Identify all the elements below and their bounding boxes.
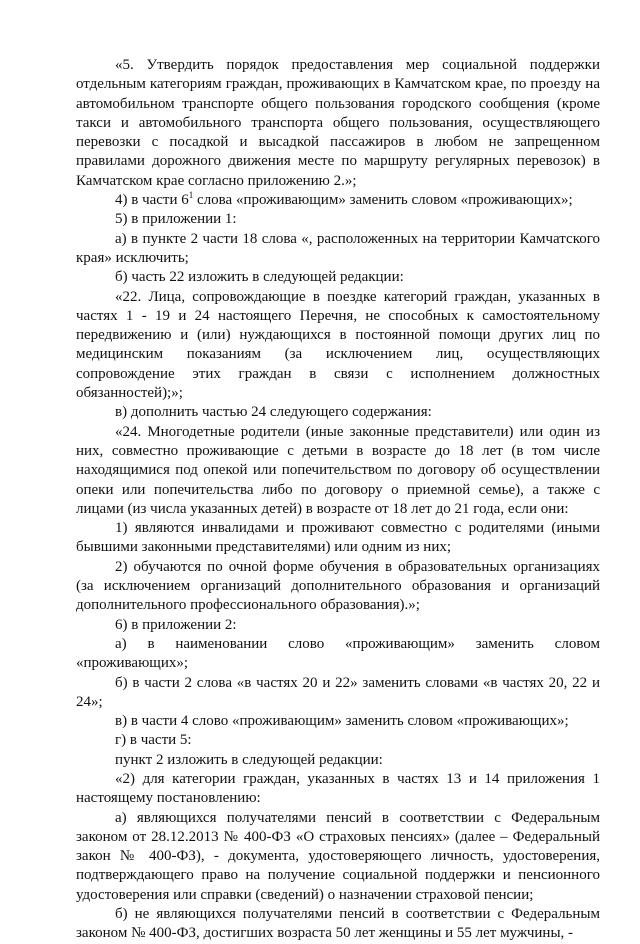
paragraph-1: «5. Утвердить порядок предоставления мер социальной поддержки отдельным категориям граждан, проживающих в Камчатском крае, по проезду на автомобильном транспорте общего пользования городского сообщения (кроме такси и автомобильного транспорта общего пользования, осуществляющего перевозки с посадкой и высадкой пассажиров в любом не запрещенном правилами дорожного движения месте по маршруту регулярных перевозок) в Камчатском крае согласно приложению 2.»; bbox=[76, 57, 600, 189]
paragraph-14: в) в части 4 слово «проживающим» заменить словом «проживающих»; bbox=[115, 713, 569, 730]
paragraph-8: «24. Многодетные родители (иные законные представители) или один из них, совместно проживающие с детьми в возрасте до 18 лет (в том числе находящимися под опекой или попечительством по договору об осуществлении опеки или попечительства либо по договору о приемной семье), а также с лицами (из числа указанных детей) в возрасте от 18 лет до 21 года, если они: bbox=[76, 423, 600, 517]
paragraph-7: в) дополнить частью 24 следующего содержания: bbox=[115, 404, 432, 421]
superscript: 1 bbox=[188, 190, 194, 201]
paragraph-2-end: слова «проживающим» заменить словом «проживающих»; bbox=[193, 192, 573, 209]
paragraph-3: 5) в приложении 1: bbox=[115, 211, 237, 228]
paragraph-13: б) в части 2 слова «в частях 20 и 22» заменить словами «в частях 20, 22 и 24»; bbox=[76, 674, 600, 710]
paragraph-10: 2) обучаются по очной форме обучения в образовательных организациях (за исключением организаций дополнительного образования и организаций дополнительного профессионального образования).»; bbox=[76, 558, 600, 614]
document-page bbox=[76, 56, 600, 944]
paragraph-16: пункт 2 изложить в следующей редакции: bbox=[115, 751, 383, 768]
paragraph-11: 6) в приложении 2: bbox=[115, 616, 237, 633]
paragraph-9: 1) являются инвалидами и проживают совместно с родителями (иными бывшими законными представителями) или одним из них; bbox=[76, 520, 600, 556]
paragraph-12: а) в наименовании слово «проживающим» заменить словом «проживающих»; bbox=[76, 635, 600, 672]
paragraph-2 bbox=[76, 191, 600, 210]
paragraph-6: «22. Лица, сопровождающие в поездке категорий граждан, указанных в частях 1 - 19 и 24 настоящего Перечня, не способных к самостоятельному передвижению и (или) нуждающихся в постоянной помощи других лиц по медицинским показаниям (за исключением лиц, осуществляющих сопровождение этих граждан в связи с исполнением должностных обязанностей);»; bbox=[76, 288, 600, 402]
paragraph-5: б) часть 22 изложить в следующей редакции: bbox=[115, 269, 404, 286]
paragraph-19: б) не являющихся получателями пенсий в соответствии с Федеральным законом № 400-ФЗ, достигших возраста 50 лет женщины и 55 лет мужчины, - bbox=[76, 906, 600, 942]
paragraph-17: «2) для категории граждан, указанных в частях 13 и 14 приложения 1 настоящему постановлению: bbox=[76, 770, 600, 807]
paragraph-15: г) в части 5: bbox=[115, 732, 192, 749]
paragraph-4: а) в пункте 2 части 18 слова «, расположенных на территории Камчатского края» исключить; bbox=[76, 230, 600, 266]
paragraph-18: а) являющихся получателями пенсий в соответствии с Федеральным законом от 28.12.2013 № 400-ФЗ «О страховых пенсиях» (далее – Федеральный закон № 400-ФЗ), - документа, удостоверяющего личность, удостоверения, подтверждающего право на получение социальной поддержки и пенсионного удостоверения или справки (сведений) о назначении страховой пенсии; bbox=[76, 809, 600, 903]
paragraph-2-start: 4) в части 6 bbox=[115, 192, 189, 209]
